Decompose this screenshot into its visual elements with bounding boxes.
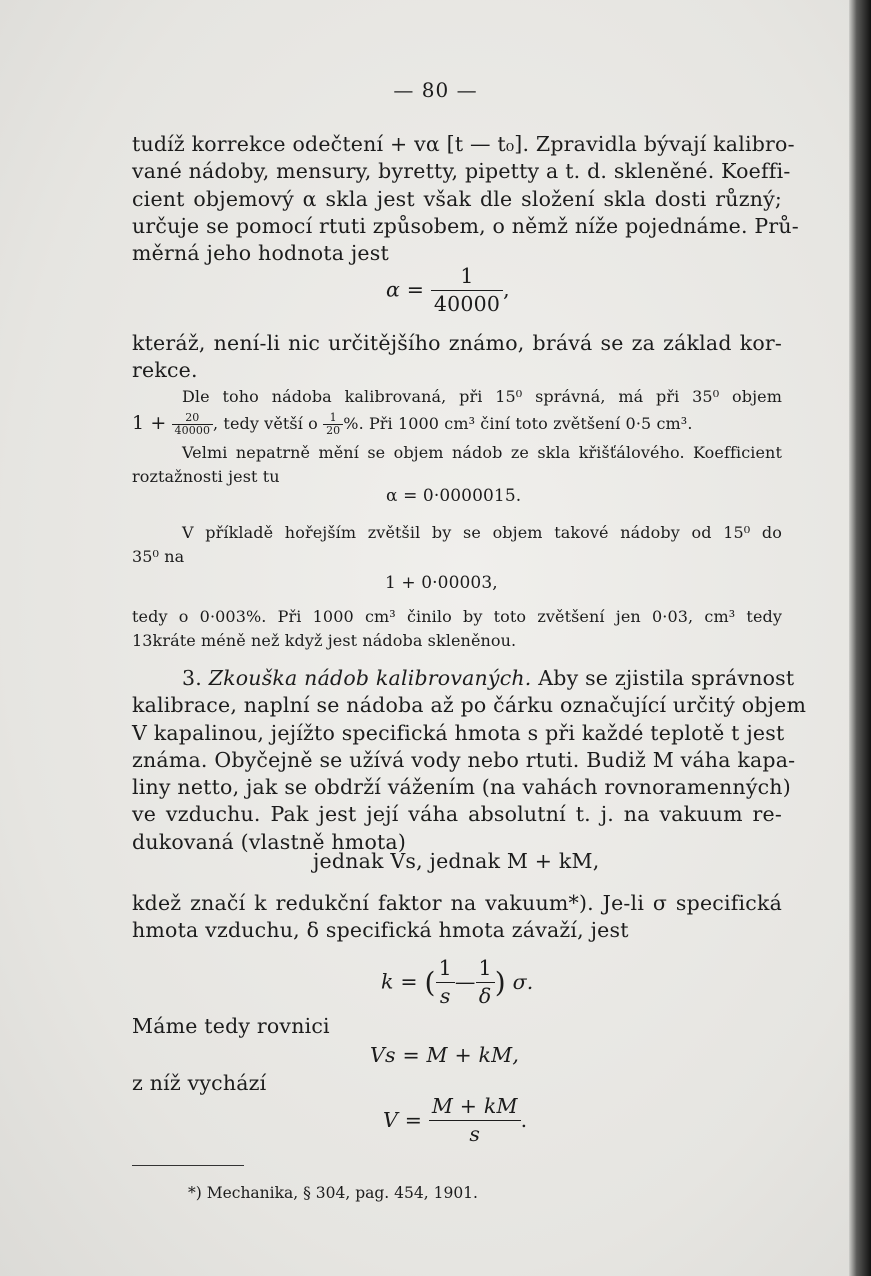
text-line: ve vzduchu. Pak jest její váha absolutní t. j. na vakuum re- — [132, 802, 782, 827]
text-line: V příkladě hořejším zvětšil by se objem takové nádoby od 15⁰ do — [182, 523, 782, 542]
fraction — [476, 955, 495, 1011]
fraction — [436, 955, 455, 1011]
text-line: Máme tedy rovnici — [132, 1014, 330, 1038]
paren-open: ( — [424, 966, 436, 1000]
eq-tail: , — [503, 277, 510, 302]
eq-lhs: α = — [386, 277, 425, 302]
text-line: kdež značí k redukční faktor na vakuum*). Je-li σ specifická — [132, 891, 782, 915]
equation-vs — [370, 1042, 519, 1069]
fraction-numerator: 20 — [185, 411, 200, 424]
fraction-denominator: δ — [476, 982, 495, 1010]
fraction-denominator: 40000 — [431, 290, 503, 318]
section-title: Zkouška nádob kalibrovaných. — [208, 666, 532, 690]
text-line: Velmi nepatrně mění se objem nádob ze skla křišťálového. Koefficient — [182, 443, 782, 462]
book-spine-edge — [849, 0, 871, 1276]
text-line: určuje se pomocí rtuti způsobem, o němž níže pojednáme. Prů- — [132, 213, 799, 238]
footnote: *) Mechanika, § 304, pag. 454, 1901. — [188, 1184, 478, 1202]
fraction-denominator: s — [429, 1120, 521, 1148]
fraction-small — [172, 412, 214, 437]
fraction — [431, 263, 503, 319]
text-fragment: 1 + — [132, 412, 167, 434]
page-number: — 80 — — [393, 78, 478, 102]
text-line: liny netto, jak se obdrží vážením (na vahách rovnoramenných) — [132, 775, 791, 800]
text-line: tudíž korrekce odečtení + vα [t — t₀]. Zpravidla bývají kalibro- — [132, 132, 795, 156]
fraction-denominator: s — [436, 982, 455, 1010]
eq-tail: . — [520, 1108, 528, 1133]
fraction — [429, 1093, 521, 1149]
paragraph-korrekce — [132, 330, 782, 385]
text-line: hmota vzduchu, δ specifická hmota závaží, jest — [132, 918, 629, 943]
text-line: vané nádoby, mensury, byretty, pipetty a t. d. skleněné. Koeffi- — [132, 159, 791, 184]
eq-lhs: k = — [381, 969, 418, 994]
fraction-denominator: 20 — [323, 424, 343, 437]
text-line: měrná jeho hodnota jest — [132, 241, 389, 266]
paragraph-redukcni — [132, 890, 782, 945]
paren-close: ) — [494, 966, 506, 1000]
text-line: 13kráte méně než když jest nádoba skleněnou. — [132, 631, 517, 650]
text-line: roztažnosti jest tu — [132, 467, 280, 486]
section-3-zkouska — [132, 665, 807, 856]
text-line: z níž vychází — [132, 1071, 267, 1095]
section-number: 3. — [182, 666, 202, 690]
smallprint-kalibrovana — [132, 385, 782, 489]
eq-tail: σ. — [512, 970, 534, 995]
text-line: kteráž, není-li nic určitějšího známo, brává se za základ kor- — [132, 331, 782, 355]
equation-k — [381, 955, 534, 1011]
footnote-divider — [132, 1165, 244, 1166]
paragraph-intro — [132, 131, 799, 267]
eq-lhs: V = — [383, 1108, 423, 1133]
equation-v — [383, 1093, 527, 1149]
fraction-numerator: 1 — [460, 264, 474, 288]
equation-vs-text: Vs = M + kM, — [370, 1043, 520, 1067]
text-line: 35⁰ na — [132, 547, 185, 566]
section-heading-line — [132, 665, 795, 692]
fraction-small — [323, 412, 343, 437]
fraction-numerator: 1 — [478, 956, 492, 980]
fraction-numerator: 1 — [438, 956, 452, 980]
text-line: dukovaná (vlastně hmota) — [132, 829, 407, 854]
equation-one-plus: 1 + 0·00003, — [385, 573, 498, 593]
equation-alpha — [386, 263, 510, 319]
text-fragment: , tedy větší o — [213, 414, 318, 433]
fraction-denominator: 40000 — [172, 424, 214, 437]
text-line: rekce. — [132, 358, 198, 383]
fraction-numerator: 1 — [329, 411, 337, 424]
text-line: známa. Obyčejně se užívá vody nebo rtuti. Budiž M váha kapa- — [132, 747, 796, 772]
text-mame — [132, 1013, 782, 1040]
text-line: tedy o 0·003%. Při 1000 cm³ činilo by toto zvětšení jen 0·03, cm³ tedy — [132, 607, 782, 626]
equation-jednak: jednak Vs, jednak M + kM, — [313, 849, 600, 873]
text-fragment: Aby se zjistila správnost — [538, 666, 795, 690]
smallprint-tedy — [132, 605, 782, 653]
text-line: kalibrace, naplní se nádoba až po čárku označující určitý objem — [132, 693, 807, 718]
fraction-numerator: M + kM — [431, 1094, 518, 1118]
text-line: Dle toho nádoba kalibrovaná, při 15⁰ správná, má při 35⁰ objem — [182, 387, 782, 406]
minus-sign: — — [454, 970, 476, 995]
text-fragment: %. Při 1000 cm³ činí toto zvětšení 0·5 cm³. — [343, 414, 693, 433]
smallprint-priklad — [132, 521, 782, 569]
text-line — [132, 411, 782, 437]
text-line: V kapalinou, jejížto specifická hmota s při každé teplotě t jest — [132, 720, 785, 745]
text-line: cient objemový α skla jest však dle složení skla dosti různý; — [132, 186, 782, 211]
equation-alpha-crystal: α = 0·0000015. — [386, 486, 522, 506]
